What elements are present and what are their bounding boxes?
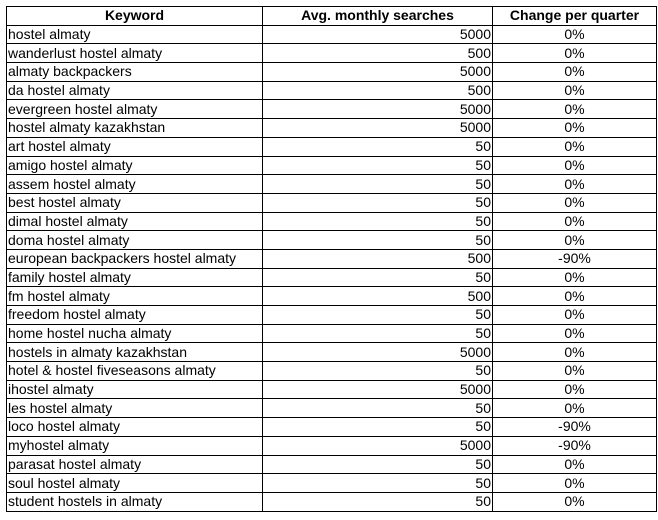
searches-cell: 50 xyxy=(263,137,493,156)
table-row xyxy=(7,324,657,343)
keyword-cell: doma hostel almaty xyxy=(7,231,263,250)
keyword-cell: art hostel almaty xyxy=(7,137,263,156)
change-cell: 0% xyxy=(493,492,657,511)
keyword-cell: best hostel almaty xyxy=(7,193,263,212)
searches-cell: 5000 xyxy=(263,119,493,138)
searches-cell: 50 xyxy=(263,324,493,343)
header-avg-monthly-searches: Avg. monthly searches xyxy=(263,7,493,26)
change-cell: 0% xyxy=(493,25,657,44)
change-cell: 0% xyxy=(493,343,657,362)
change-cell: 0% xyxy=(493,193,657,212)
table-row xyxy=(7,212,657,231)
change-cell: 0% xyxy=(493,362,657,381)
header-change-per-quarter: Change per quarter xyxy=(493,7,657,26)
change-cell: 0% xyxy=(493,63,657,82)
keyword-cell: hostel almaty kazakhstan xyxy=(7,119,263,138)
keyword-cell: family hostel almaty xyxy=(7,268,263,287)
searches-cell: 50 xyxy=(263,455,493,474)
table-row xyxy=(7,268,657,287)
keyword-cell: almaty backpackers xyxy=(7,63,263,82)
searches-cell: 50 xyxy=(263,399,493,418)
change-cell: 0% xyxy=(493,175,657,194)
table-row xyxy=(7,231,657,250)
keyword-cell: da hostel almaty xyxy=(7,81,263,100)
change-cell: 0% xyxy=(493,380,657,399)
table-row xyxy=(7,380,657,399)
searches-cell: 5000 xyxy=(263,63,493,82)
change-cell: 0% xyxy=(493,137,657,156)
table-row xyxy=(7,455,657,474)
keyword-cell: dimal hostel almaty xyxy=(7,212,263,231)
table-row xyxy=(7,474,657,493)
change-cell: 0% xyxy=(493,399,657,418)
table-row xyxy=(7,343,657,362)
change-cell: 0% xyxy=(493,212,657,231)
change-cell: 0% xyxy=(493,324,657,343)
searches-cell: 500 xyxy=(263,81,493,100)
table-row xyxy=(7,44,657,63)
keyword-cell: myhostel almaty xyxy=(7,436,263,455)
change-cell: 0% xyxy=(493,268,657,287)
change-cell: 0% xyxy=(493,100,657,119)
searches-cell: 50 xyxy=(263,306,493,325)
keyword-cell: wanderlust hostel almaty xyxy=(7,44,263,63)
searches-cell: 5000 xyxy=(263,25,493,44)
searches-cell: 5000 xyxy=(263,436,493,455)
table-row xyxy=(7,362,657,381)
keyword-cell: hostel almaty xyxy=(7,25,263,44)
change-cell: 0% xyxy=(493,474,657,493)
searches-cell: 50 xyxy=(263,156,493,175)
searches-cell: 50 xyxy=(263,474,493,493)
searches-cell: 5000 xyxy=(263,343,493,362)
keyword-cell: parasat hostel almaty xyxy=(7,455,263,474)
searches-cell: 500 xyxy=(263,287,493,306)
change-cell: -90% xyxy=(493,249,657,268)
searches-cell: 50 xyxy=(263,492,493,511)
change-cell: 0% xyxy=(493,119,657,138)
keyword-cell: les hostel almaty xyxy=(7,399,263,418)
table-row xyxy=(7,436,657,455)
searches-cell: 50 xyxy=(263,193,493,212)
change-cell: 0% xyxy=(493,231,657,250)
change-cell: 0% xyxy=(493,156,657,175)
change-cell: 0% xyxy=(493,306,657,325)
searches-cell: 50 xyxy=(263,231,493,250)
table-row xyxy=(7,418,657,437)
searches-cell: 50 xyxy=(263,175,493,194)
keyword-table xyxy=(6,6,657,512)
table-row xyxy=(7,175,657,194)
table-row xyxy=(7,63,657,82)
change-cell: 0% xyxy=(493,44,657,63)
keyword-cell: soul hostel almaty xyxy=(7,474,263,493)
keyword-table-container xyxy=(6,6,657,512)
header-keyword: Keyword xyxy=(7,7,263,26)
searches-cell: 5000 xyxy=(263,380,493,399)
keyword-cell: hotel & hostel fiveseasons almaty xyxy=(7,362,263,381)
keyword-cell: home hostel nucha almaty xyxy=(7,324,263,343)
keyword-cell: freedom hostel almaty xyxy=(7,306,263,325)
table-row xyxy=(7,25,657,44)
table-row xyxy=(7,156,657,175)
searches-cell: 500 xyxy=(263,44,493,63)
keyword-cell: evergreen hostel almaty xyxy=(7,100,263,119)
change-cell: 0% xyxy=(493,287,657,306)
table-row xyxy=(7,399,657,418)
header-row xyxy=(7,7,657,26)
keyword-cell: european backpackers hostel almaty xyxy=(7,249,263,268)
table-row xyxy=(7,119,657,138)
table-row xyxy=(7,100,657,119)
searches-cell: 50 xyxy=(263,418,493,437)
change-cell: 0% xyxy=(493,81,657,100)
table-row xyxy=(7,306,657,325)
change-cell: 0% xyxy=(493,455,657,474)
keyword-cell: hostels in almaty kazakhstan xyxy=(7,343,263,362)
table-row xyxy=(7,492,657,511)
searches-cell: 500 xyxy=(263,249,493,268)
change-cell: -90% xyxy=(493,418,657,437)
searches-cell: 5000 xyxy=(263,100,493,119)
keyword-cell: fm hostel almaty xyxy=(7,287,263,306)
table-row xyxy=(7,287,657,306)
searches-cell: 50 xyxy=(263,362,493,381)
table-row xyxy=(7,249,657,268)
searches-cell: 50 xyxy=(263,212,493,231)
table-body xyxy=(7,25,657,511)
table-row xyxy=(7,81,657,100)
change-cell: -90% xyxy=(493,436,657,455)
keyword-cell: ihostel almaty xyxy=(7,380,263,399)
keyword-cell: assem hostel almaty xyxy=(7,175,263,194)
keyword-cell: loco hostel almaty xyxy=(7,418,263,437)
searches-cell: 50 xyxy=(263,268,493,287)
table-row xyxy=(7,137,657,156)
keyword-cell: student hostels in almaty xyxy=(7,492,263,511)
keyword-cell: amigo hostel almaty xyxy=(7,156,263,175)
table-row xyxy=(7,193,657,212)
